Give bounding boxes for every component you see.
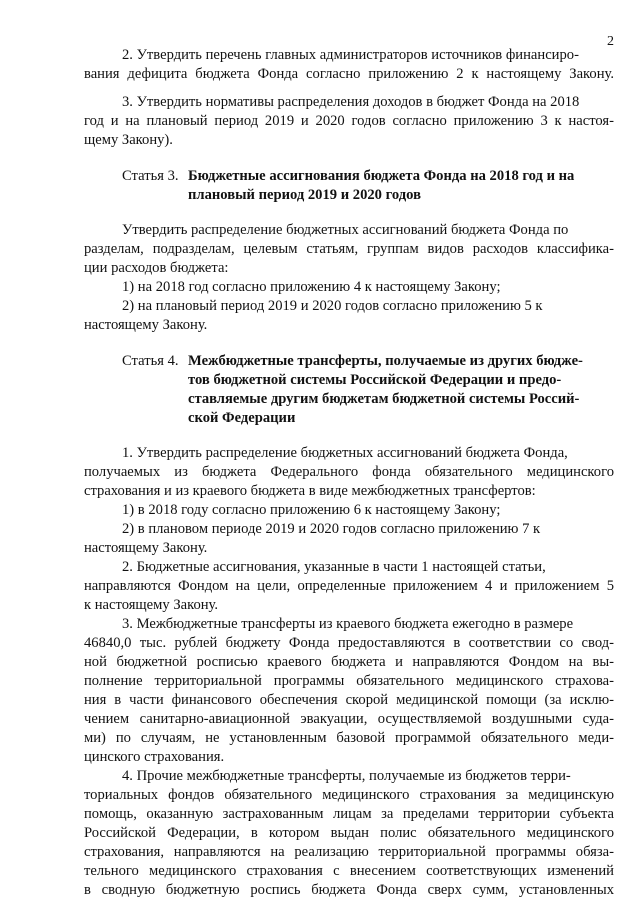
paragraph-line: направляются Фондом на цели, определенные приложением 4 и приложением 5 [84, 578, 614, 594]
paragraph-line: цинского страхования. [84, 749, 225, 765]
paragraph-line: Утвердить распределение бюджетных ассигнований бюджета Фонда по [122, 222, 569, 238]
list-item: 1) в 2018 году согласно приложению 6 к настоящему Закону; [122, 502, 501, 518]
paragraph-line: получаемых из бюджета Федерального фонда обязательного медицинского [84, 464, 614, 480]
article-4-prefix: Статья 4. [122, 353, 179, 369]
paragraph-line: ции расходов бюджета: [84, 260, 229, 276]
page-number: 2 [607, 34, 614, 49]
paragraph-line: 1. Утвердить распределение бюджетных ассигнований бюджета Фонда, [122, 445, 568, 461]
paragraph-line: Российской Федерации, в котором выдан полис обязательного медицинского [84, 825, 614, 841]
article-4-title-line: ставляемые другим бюджетам бюджетной системы Россий- [188, 391, 580, 407]
paragraph-line: вания дефицита бюджета Фонда согласно приложению 2 к настоящему Закону. [84, 66, 614, 82]
article-4-title-line: ской Федерации [188, 410, 296, 426]
paragraph-line: ториальных фондов обязательного медицинского страхования за медицинскую [84, 787, 614, 803]
paragraph-line: полнение территориальной программы обязательного медицинского страхова- [84, 673, 614, 689]
article-4-title-line: Межбюджетные трансферты, получаемые из других бюдже- [188, 353, 583, 369]
paragraph-line: щему Закону). [84, 132, 173, 148]
list-item: 1) на 2018 год согласно приложению 4 к настоящему Закону; [122, 279, 501, 295]
paragraph-line: тельного медицинского страхования с внесением соответствующих изменений [84, 863, 614, 879]
article-3-prefix: Статья 3. [122, 168, 179, 184]
paragraph-line: ния в части финансового обеспечения скорой медицинской помощи (за исклю- [84, 692, 614, 708]
paragraph-line: к настоящему Закону. [84, 597, 219, 613]
list-item: 2) в плановом периоде 2019 и 2020 годов согласно приложению 7 к [122, 521, 541, 537]
paragraph-line: настоящему Закону. [84, 317, 208, 333]
paragraph-line: 2. Утвердить перечень главных администраторов источников финансиро- [122, 47, 579, 63]
list-item: 2) на плановый период 2019 и 2020 годов согласно приложению 5 к [122, 298, 543, 314]
paragraph-line: страхования, направляются на реализацию территориальной программы обяза- [84, 844, 614, 860]
paragraph-line: 46840,0 тыс. рублей бюджету Фонда предоставляются в соответствии со свод- [84, 635, 614, 651]
paragraph-line: помощь, оказанную застрахованным лицам за пределами территории субъекта [84, 806, 614, 822]
paragraph-line: чением санитарно-авиационной эвакуации, осуществляемой воздушными суда- [84, 711, 614, 727]
paragraph-line: настоящему Закону. [84, 540, 208, 556]
paragraph-line: 2. Бюджетные ассигнования, указанные в части 1 настоящей статьи, [122, 559, 546, 575]
article-4-title-line: тов бюджетной системы Российской Федерации и предо- [188, 372, 562, 388]
paragraph-line: 3. Межбюджетные трансферты из краевого бюджета ежегодно в размере [122, 616, 574, 632]
paragraph-line: в сводную бюджетную роспись бюджета Фонда сверх сумм, установленных [84, 882, 614, 898]
article-3-title-line: плановый период 2019 и 2020 годов [188, 187, 421, 203]
paragraph-line: ми) по случаям, не установленным базовой программой обязательного меди- [84, 730, 614, 746]
paragraph-line: 4. Прочие межбюджетные трансферты, получаемые из бюджетов терри- [122, 768, 571, 784]
paragraph-line: разделам, подразделам, целевым статьям, группам видов расходов классифика- [84, 241, 614, 257]
paragraph-line: 3. Утвердить нормативы распределения доходов в бюджет Фонда на 2018 [122, 94, 580, 110]
paragraph-line: год и на плановый период 2019 и 2020 годов согласно приложению 3 к настоя- [84, 113, 614, 129]
paragraph-line: страхования и из краевого бюджета в виде межбюджетных трансфертов: [84, 483, 536, 499]
paragraph-line: ной бюджетной росписью краевого бюджета и направляются Фондом на вы- [84, 654, 614, 670]
article-3-title-line: Бюджетные ассигнования бюджета Фонда на 2018 год и на [188, 168, 575, 184]
